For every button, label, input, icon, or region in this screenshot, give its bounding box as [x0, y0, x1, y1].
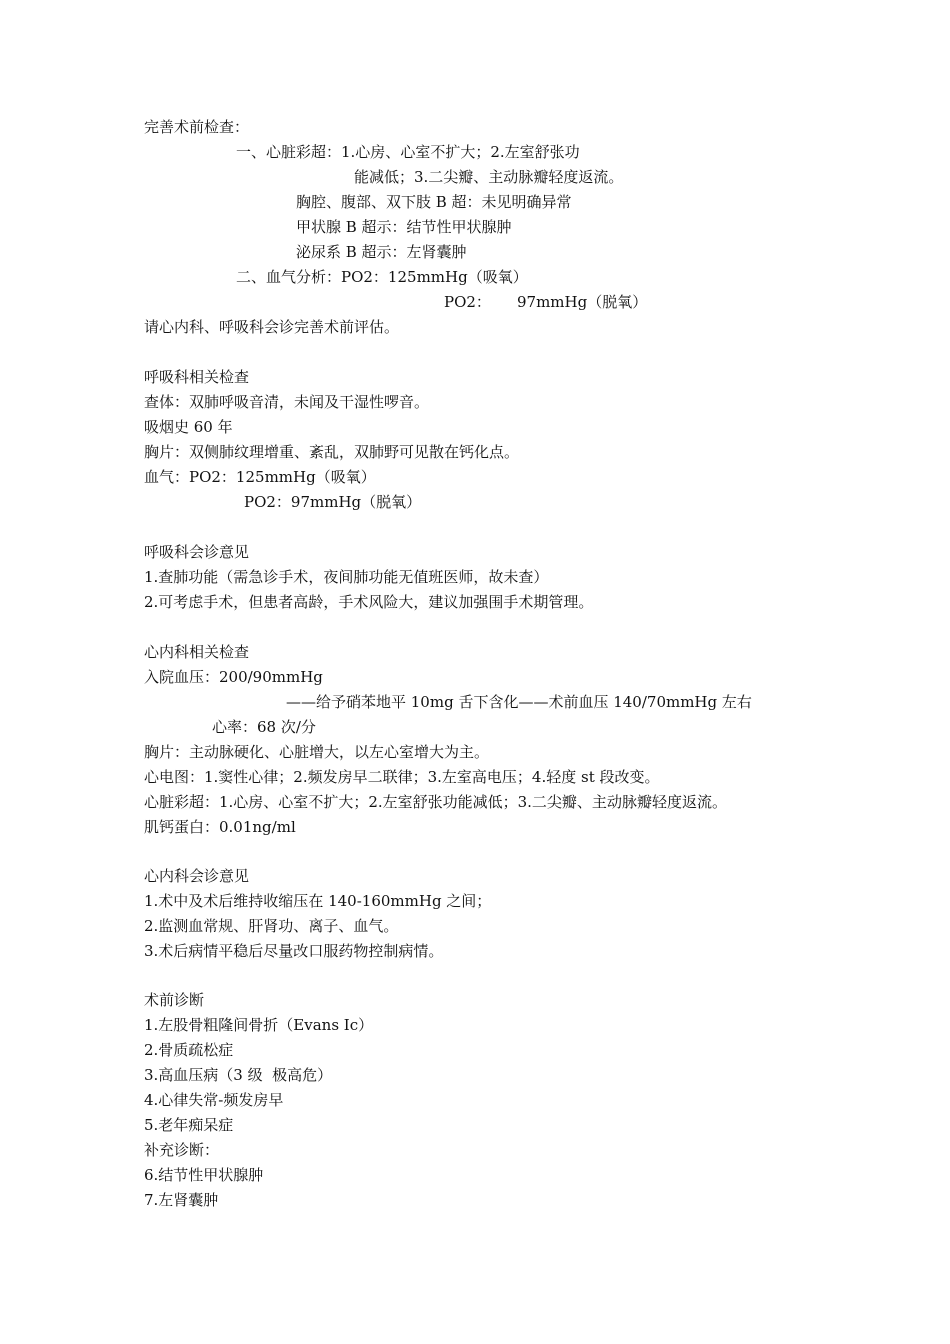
preop-bga-line-2-label: PO2：	[444, 293, 491, 311]
consult-request: 请心内科、呼吸科会诊完善术前评估。	[144, 318, 400, 336]
resp-consult-item: 2.可考虑手术，但患者高龄，手术风险大，建议加强围手术期管理。	[144, 593, 594, 611]
cardio-consult-heading: 心内科会诊意见	[144, 867, 250, 885]
diagnosis-item: 4.心律失常-频发房早	[144, 1091, 284, 1109]
diagnosis-heading: 术前诊断	[144, 991, 205, 1009]
preop-exam-heading: 完善术前检查：	[144, 118, 250, 136]
cardio-bp-treatment: ——给予硝苯地平 10mg 舌下含化——术前血压 140/70mmHg 左右	[286, 693, 752, 711]
preop-bga-line-1: 二、血气分析：PO2：125mmHg（吸氧）	[236, 268, 528, 286]
cardio-ecg: 心电图：1.窦性心律；2.频发房早二联律；3.左室高电压；4.轻度 st 段改变。	[144, 768, 660, 786]
resp-xray: 胸片：双侧肺纹理增重、紊乱，双肺野可见散在钙化点。	[144, 443, 520, 461]
diagnosis-item: 7.左肾囊肿	[144, 1191, 219, 1209]
resp-consult-item: 1.查肺功能（需急诊手术，夜间肺功能无值班医师，故未查）	[144, 568, 549, 586]
cardio-consult-item: 1.术中及术后维持收缩压在 140-160mmHg 之间；	[144, 892, 492, 910]
cardio-consult-item: 2.监测血常规、肝肾功、离子、血气。	[144, 917, 399, 935]
cardio-xray: 胸片：主动脉硬化、心脏增大，以左心室增大为主。	[144, 743, 490, 761]
preop-bga-line-2-value: 97mmHg（脱氧）	[517, 293, 648, 311]
resp-physical: 查体：双肺呼吸音清，未闻及干湿性啰音。	[144, 393, 430, 411]
preop-echo-line-1: 一、心脏彩超：1.心房、心室不扩大；2.左室舒张功	[236, 143, 580, 161]
preop-ultrasound-chest: 胸腔、腹部、双下肢 B 超：未见明确异常	[296, 193, 572, 211]
resp-exam-heading: 呼吸科相关检查	[144, 368, 250, 386]
diagnosis-item: 5.老年痴呆症	[144, 1116, 234, 1134]
diagnosis-item: 6.结节性甲状腺肿	[144, 1166, 264, 1184]
preop-ultrasound-thyroid: 甲状腺 B 超示：结节性甲状腺肿	[296, 218, 512, 236]
cardio-heart-rate: 心率：68 次/分	[212, 718, 316, 736]
resp-consult-heading: 呼吸科会诊意见	[144, 543, 250, 561]
diagnosis-item: 1.左股骨粗隆间骨折（Evans Ic）	[144, 1016, 374, 1034]
cardio-bp-admission: 入院血压：200/90mmHg	[144, 668, 323, 686]
preop-ultrasound-urinary: 泌尿系 B 超示：左肾囊肿	[296, 243, 467, 261]
cardio-troponin: 肌钙蛋白：0.01ng/ml	[144, 818, 296, 836]
diagnosis-item: 3.高血压病（3 级 极高危）	[144, 1066, 333, 1084]
resp-bga-line-1: 血气：PO2：125mmHg（吸氧）	[144, 468, 376, 486]
cardio-consult-item: 3.术后病情平稳后尽量改口服药物控制病情。	[144, 942, 444, 960]
preop-echo-line-2: 能减低；3.二尖瓣、主动脉瓣轻度返流。	[354, 168, 624, 186]
resp-bga-line-2: PO2：97mmHg（脱氧）	[244, 493, 422, 511]
cardio-exam-heading: 心内科相关检查	[144, 643, 250, 661]
diagnosis-item: 2.骨质疏松症	[144, 1041, 234, 1059]
supplementary-diagnosis-heading: 补充诊断：	[144, 1141, 220, 1159]
resp-smoking: 吸烟史 60 年	[144, 418, 233, 436]
cardio-echo: 心脏彩超：1.心房、心室不扩大；2.左室舒张功能减低；3.二尖瓣、主动脉瓣轻度返流。	[144, 793, 727, 811]
